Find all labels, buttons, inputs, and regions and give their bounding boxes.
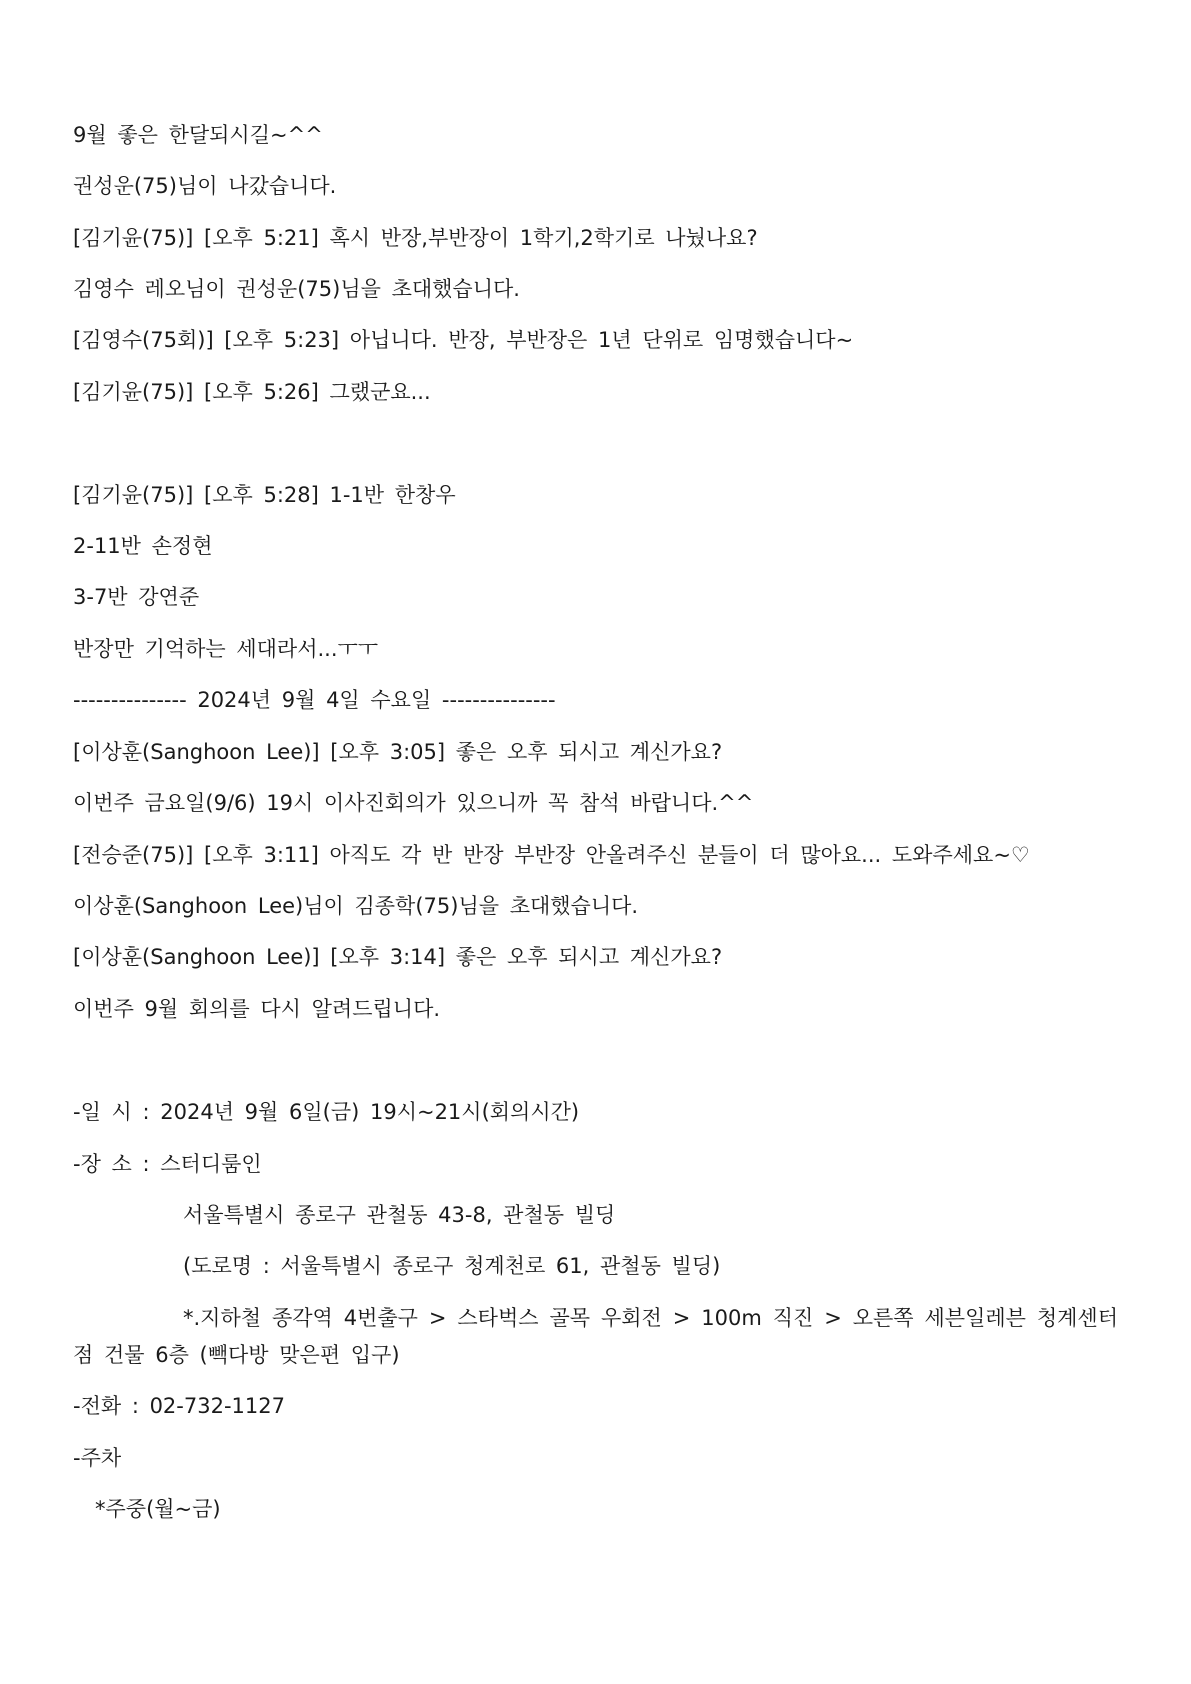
- meeting-road-address: (도로명 : 서울특별시 종로구 청계천로 61, 관철동 빌딩): [183, 1254, 721, 1278]
- text-line: [김기윤(75)] [오후 5:28] 1-1반 한창우: [73, 483, 456, 507]
- text-line: 3-7반 강연준: [73, 585, 200, 609]
- date-divider: --------------- 2024년 9월 4일 수요일 ---------------: [73, 688, 556, 712]
- text-line: 9월 좋은 한달되시길~^^: [73, 123, 323, 147]
- meeting-place: -장 소 : 스터디룸인: [73, 1152, 262, 1176]
- text-line: [김기윤(75)] [오후 5:21] 혹시 반장,부반장이 1학기,2학기로 나눴나요?: [73, 226, 758, 250]
- meeting-address: 서울특별시 종로구 관철동 43-8, 관철동 빌딩: [183, 1203, 616, 1227]
- parking-heading: -주차: [73, 1446, 122, 1470]
- meeting-time: -일 시 : 2024년 9월 6일(금) 19시~21시(회의시간): [73, 1100, 580, 1124]
- text-line: [김영수(75회)] [오후 5:23] 아닙니다. 반장, 부반장은 1년 단위로 임명했습니다~: [73, 328, 854, 352]
- text-line: [이상훈(Sanghoon Lee)] [오후 3:05] 좋은 오후 되시고 계신가요?: [73, 740, 723, 764]
- text-line: 이상훈(Sanghoon Lee)님이 김종학(75)님을 초대했습니다.: [73, 894, 639, 918]
- text-line: [김기윤(75)] [오후 5:26] 그랬군요...: [73, 380, 431, 404]
- text-line: 권성운(75)님이 나갔습니다.: [73, 174, 337, 198]
- text-line: 2-11반 손정현: [73, 534, 213, 558]
- parking-weekday: *주중(월~금): [95, 1497, 221, 1521]
- text-line: 이번주 9월 회의를 다시 알려드립니다.: [73, 997, 441, 1021]
- text-line: 이번주 금요일(9/6) 19시 이사진회의가 있으니까 꼭 참석 바랍니다.^^: [73, 791, 754, 815]
- meeting-directions: *.지하철 종각역 4번출구 > 스타벅스 골목 우회전 > 100m 직진 > 오른쪽 세븐일레븐 청계센터점 건물 6층 (빽다방 맞은편 입구): [73, 1306, 1118, 1367]
- text-line: [이상훈(Sanghoon Lee)] [오후 3:14] 좋은 오후 되시고 계신가요?: [73, 945, 723, 969]
- meeting-phone: -전화 : 02-732-1127: [73, 1394, 285, 1418]
- text-line: [전승준(75)] [오후 3:11] 아직도 각 반 반장 부반장 안올려주신 분들이 더 많아요... 도와주세요~♡: [73, 843, 1030, 867]
- text-line: 반장만 기억하는 세대라서...ㅜㅜ: [73, 637, 379, 661]
- text-line: 김영수 레오님이 권성운(75)님을 초대했습니다.: [73, 277, 520, 301]
